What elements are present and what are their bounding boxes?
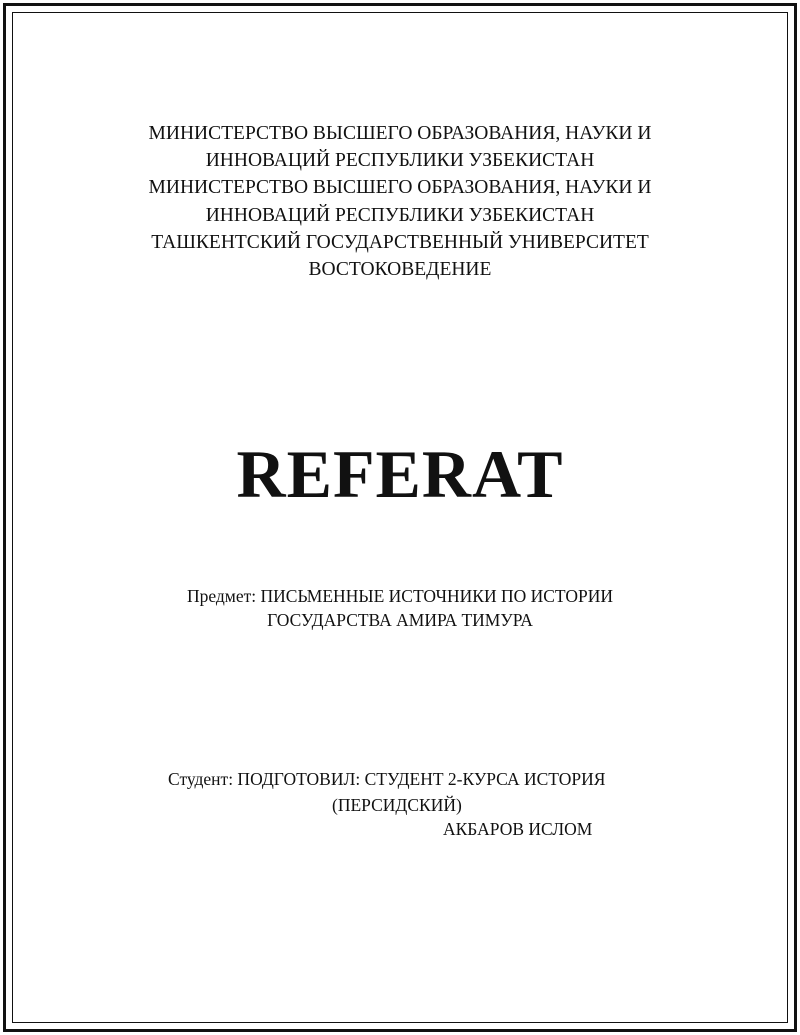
subject-line-2: ГОСУДАРСТВА АМИРА ТИМУРА <box>267 610 533 630</box>
header-line-republic-1: ИННОВАЦИЙ РЕСПУБЛИКИ УЗБЕКИСТАН <box>205 150 595 172</box>
student-line-2: (ПЕРСИДСКИЙ) <box>332 795 462 815</box>
subject-line-1: Предмет: ПИСЬМЕННЫЕ ИСТОЧНИКИ ПО ИСТОРИИ <box>186 586 614 606</box>
header-line-ministry-1: МИНИСТЕРСТВО ВЫСШЕГО ОБРАЗОВАНИЯ, НАУКИ И <box>148 123 652 144</box>
header-line-ministry-2: МИНИСТЕРСТВО ВЫСШЕГО ОБРАЗОВАНИЯ, НАУКИ И <box>148 177 652 199</box>
header-line-republic-2: ИННОВАЦИЙ РЕСПУБЛИКИ УЗБЕКИСТАН <box>205 204 595 226</box>
header-line-university: ТАШКЕНТСКИЙ ГОСУДАРСТВЕННЫЙ УНИВЕРСИТЕТ <box>151 231 649 253</box>
document-title: REFERAT <box>236 436 564 512</box>
student-line-1: Студент: ПОДГОТОВИЛ: СТУДЕНТ 2-КУРСА ИСТОРИЯ <box>168 769 606 789</box>
student-name: АКБАРОВ ИСЛОМ <box>443 819 593 839</box>
header-line-faculty: ВОСТОКОВЕДЕНИЕ <box>308 259 492 281</box>
institution-header <box>0 120 800 283</box>
subject-block <box>0 584 800 632</box>
